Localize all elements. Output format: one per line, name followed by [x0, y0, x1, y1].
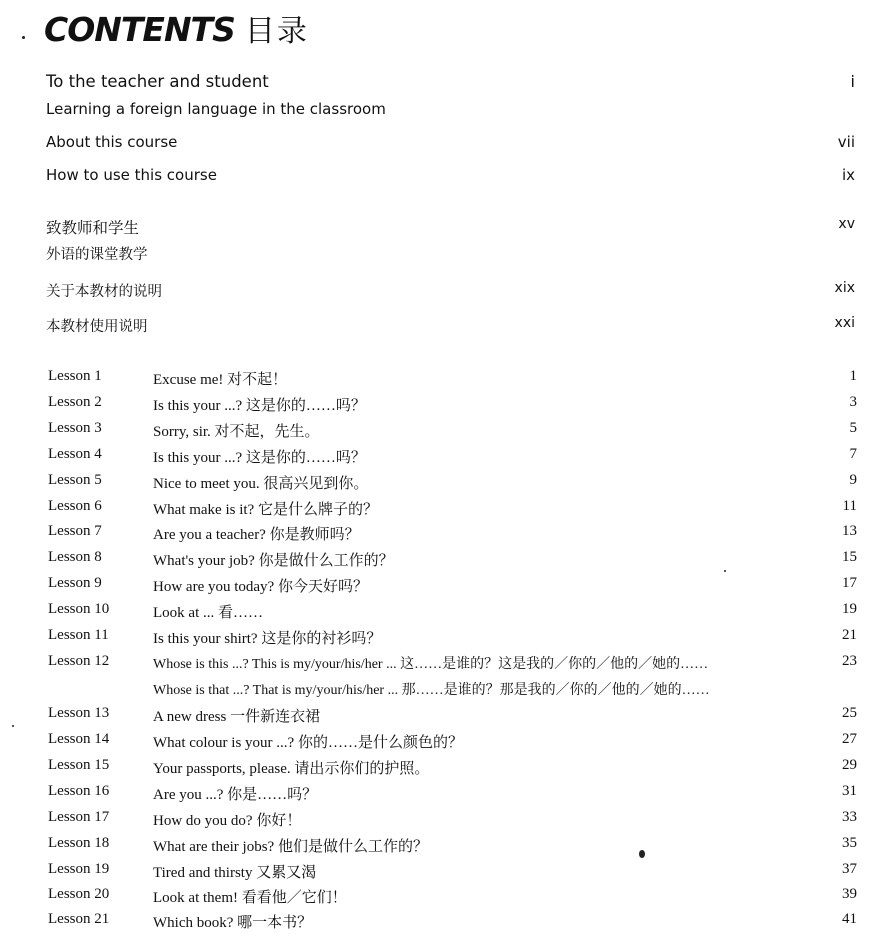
lesson-title: How are you today? 你今天好吗？	[153, 579, 368, 595]
toc-entry-subtitle-text: Learning a foreign language in the classroom	[46, 100, 386, 118]
lesson-label: Lesson 5	[48, 472, 102, 488]
lesson-title: What colour is your ...? 你的……是什么颜色的？	[153, 735, 463, 751]
lesson-title: Are you ...? 你是……吗？	[153, 787, 318, 803]
lesson-row[interactable]	[0, 498, 891, 524]
lesson-label: Lesson 3	[48, 420, 102, 436]
page-title	[44, 6, 309, 50]
lesson-page: 21	[842, 627, 857, 643]
lesson-row[interactable]	[0, 523, 891, 549]
lesson-title: What make is it? 它是什么牌子的？	[153, 502, 378, 518]
lesson-row[interactable]	[0, 886, 891, 912]
lesson-label: Lesson 20	[48, 886, 110, 902]
lesson-title: How do you do? 你好！	[153, 813, 302, 829]
lesson-label: Lesson 1	[48, 368, 102, 384]
lesson-title: Is this your shirt? 这是你的衬衫吗？	[153, 631, 382, 647]
toc-entry-title: 关于本教材的说明	[46, 284, 162, 300]
lesson-page: 13	[842, 523, 857, 539]
lesson-title: Is this your ...? 这是你的……吗？	[153, 398, 366, 414]
toc-entry-title: To the teacher and student	[46, 72, 269, 91]
lesson-label: Lesson 15	[48, 757, 110, 773]
lesson-row[interactable]	[0, 420, 891, 446]
scan-speck	[22, 36, 25, 39]
lesson-page: 37	[842, 861, 857, 877]
lesson-page: 3	[849, 394, 857, 410]
lesson-page: 25	[842, 705, 857, 721]
toc-entry-page: i	[850, 72, 855, 91]
lesson-page: 5	[849, 420, 857, 436]
lesson-row[interactable]	[0, 809, 891, 835]
lesson-label: Lesson 10	[48, 601, 110, 617]
lesson-label: Lesson 17	[48, 809, 110, 825]
lesson-page: 17	[842, 575, 857, 591]
lesson-page: 9	[849, 472, 857, 488]
lesson-page: 41	[842, 911, 857, 927]
lesson-title: Nice to meet you. 很高兴见到你。	[153, 476, 369, 492]
lesson-row[interactable]	[0, 394, 891, 420]
lesson-label: Lesson 2	[48, 394, 102, 410]
lesson-row[interactable]	[0, 731, 891, 757]
lesson-row[interactable]	[0, 627, 891, 653]
lesson-title: Sorry, sir. 对不起，先生。	[153, 424, 320, 440]
lesson-row[interactable]	[0, 835, 891, 861]
lesson-page: 35	[842, 835, 857, 851]
lesson-title: Tired and thirsty 又累又渴	[153, 865, 317, 881]
lesson-label: Lesson 11	[48, 627, 109, 643]
lesson-title: Excuse me! 对不起！	[153, 372, 288, 388]
lesson-row[interactable]	[0, 575, 891, 601]
lesson-label: Lesson 6	[48, 498, 102, 514]
toc-entry-title: 致教师和学生	[46, 219, 140, 237]
lesson-label: Lesson 14	[48, 731, 110, 747]
lesson-row[interactable]	[0, 472, 891, 498]
toc-entry-title: About this course	[46, 133, 178, 151]
toc-entry-subtitle-text: 外语的课堂教学	[46, 247, 148, 263]
lesson-page: 27	[842, 731, 857, 747]
lesson-title: Your passports, please. 请出示你们的护照。	[153, 761, 430, 777]
lesson-row[interactable]	[0, 861, 891, 887]
lesson-title: A new dress 一件新连衣裙	[153, 709, 321, 725]
lesson-label: Lesson 21	[48, 911, 110, 927]
lesson-page: 19	[842, 601, 857, 617]
lesson-title: Whose is that ...? That is my/your/his/her ... 那……是谁的？那是我的／你的／他的／她的……	[153, 683, 710, 698]
lesson-page: 15	[842, 549, 857, 565]
lesson-page: 7	[849, 446, 857, 462]
lesson-title: Are you a teacher? 你是教师吗？	[153, 527, 360, 543]
lesson-label: Lesson 8	[48, 549, 102, 565]
lesson-page: 11	[842, 498, 857, 514]
lesson-row-continuation[interactable]	[0, 679, 891, 705]
toc-entry-title: How to use this course	[46, 166, 217, 184]
lesson-title: Whose is this ...? This is my/your/his/her ... 这……是谁的？这是我的／你的／他的／她的……	[153, 657, 709, 672]
lesson-row[interactable]	[0, 911, 891, 937]
lesson-label: Lesson 12	[48, 653, 110, 669]
scan-speck	[12, 725, 14, 727]
lesson-label: Lesson 9	[48, 575, 102, 591]
lesson-page: 1	[849, 368, 857, 384]
lesson-label: Lesson 4	[48, 446, 102, 462]
title-zh: 目录	[244, 14, 309, 49]
lesson-label: Lesson 19	[48, 861, 110, 877]
lesson-label: Lesson 13	[48, 705, 110, 721]
scan-speck	[639, 850, 645, 858]
lesson-title: Which book? 哪一本书？	[153, 915, 313, 931]
lesson-row[interactable]	[0, 368, 891, 394]
toc-entry-title: 本教材使用说明	[46, 319, 148, 335]
toc-entry-page: vii	[837, 133, 855, 151]
lesson-title: What's your job? 你是做什么工作的？	[153, 553, 394, 569]
lesson-page: 31	[842, 783, 857, 799]
lesson-row[interactable]	[0, 757, 891, 783]
lesson-row[interactable]	[0, 783, 891, 809]
lesson-label: Lesson 16	[48, 783, 110, 799]
lesson-page: 33	[842, 809, 857, 825]
lesson-label: Lesson 18	[48, 835, 110, 851]
lesson-title: Look at them! 看看他／它们！	[153, 890, 347, 906]
lesson-title: What are their jobs? 他们是做什么工作的？	[153, 839, 428, 855]
lesson-page: 29	[842, 757, 857, 773]
toc-entry-page: xv	[838, 216, 855, 232]
title-en: CONTENTS	[44, 10, 235, 49]
toc-entry-page: ix	[841, 166, 855, 184]
lesson-title: Is this your ...? 这是你的……吗？	[153, 450, 366, 466]
lesson-row[interactable]	[0, 446, 891, 472]
lesson-page: 39	[842, 886, 857, 902]
lesson-row[interactable]	[0, 601, 891, 627]
lesson-row[interactable]	[0, 549, 891, 575]
scan-speck	[724, 570, 726, 572]
toc-entry-page: xxi	[834, 315, 855, 331]
lesson-title: Look at ... 看……	[153, 605, 263, 621]
lesson-row[interactable]	[0, 705, 891, 731]
toc-entry-page: xix	[834, 280, 855, 296]
lesson-label: Lesson 7	[48, 523, 102, 539]
lesson-page: 23	[842, 653, 857, 669]
lesson-row[interactable]	[0, 653, 891, 679]
